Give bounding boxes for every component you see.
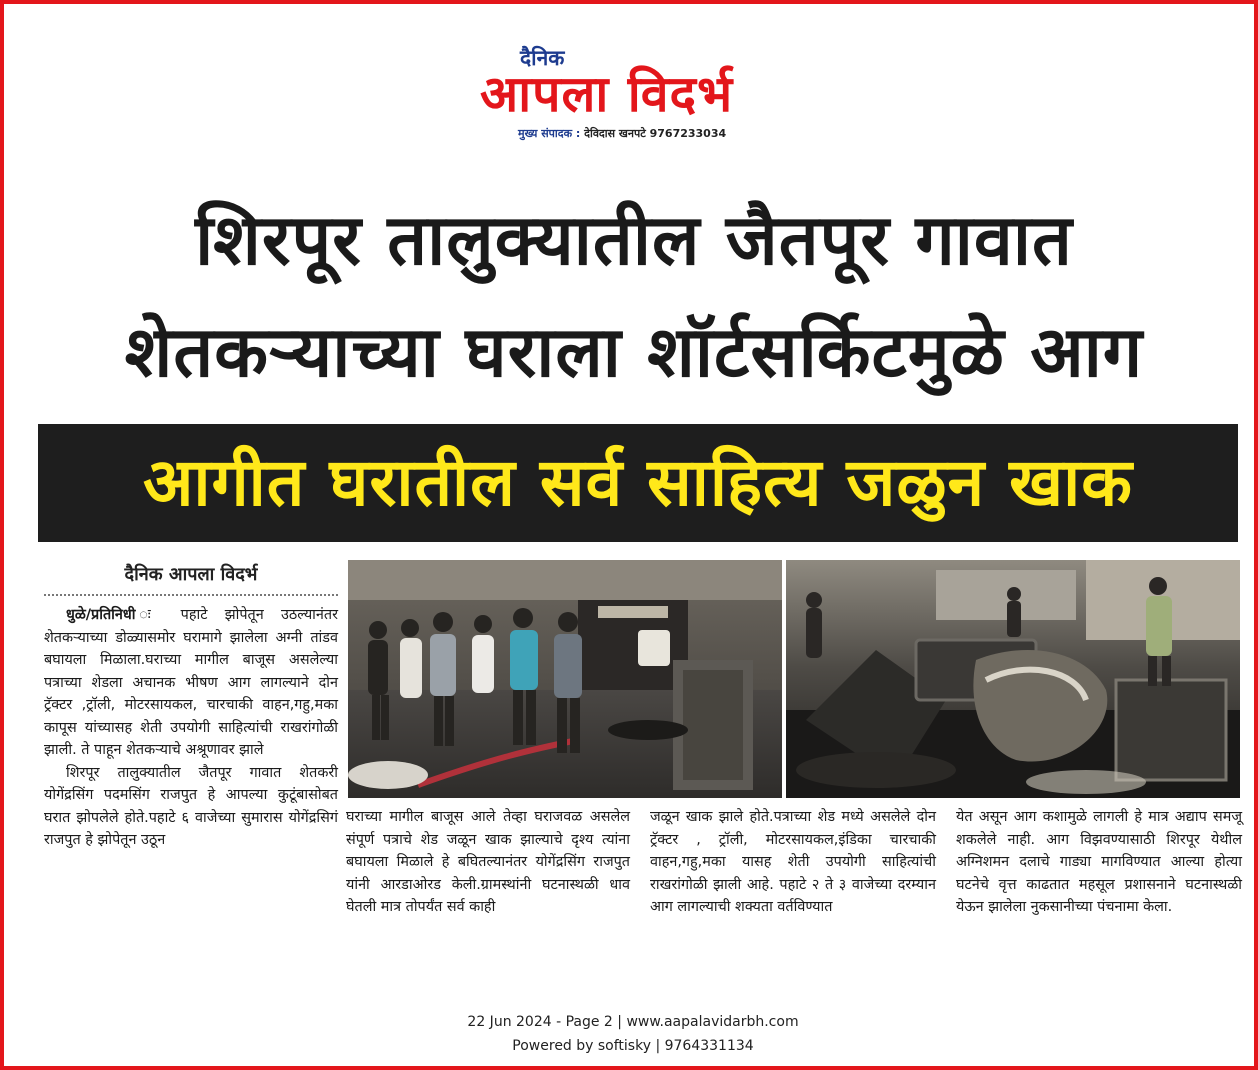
article-column-2: घराच्या मागील बाजूस आले तेव्हा घराजवळ असलेल संपूर्ण पत्राचे शेड जळून खाक झाल्याचे दृश्य त्यांना बघायला मिळाले हे बघितल्यानंतर योगेंद्रसिंग राजपुत यांनी आरडाओरड केली.ग्रामस्थांनी घटनास्थळी धाव घेतली मात्र तोपर्यंत सर्व काही [346,809,630,915]
article-column-1 [44,604,338,852]
editor-label: मुख्य संपादक : [518,127,581,140]
masthead-editor [518,126,726,141]
fire-scene-photo-people [348,560,782,798]
column-heading: दैनिक आपला विदर्भ [124,564,258,585]
masthead-title: आपला विदर्भ [480,65,734,123]
footer-date-page: 22 Jun 2024 - Page 2 | www.aapalavidarbh.com [467,1014,799,1030]
article-paragraph: शिरपूर तालुक्यातील जैतपूर गावात शेतकरी योगेंद्रसिंग पदमसिंग राजपुत हे आपल्या कुटूंबासोबत घरात झोपलेले होते.पहाटे ६ वाजेच्या सुमारास योगेंद्रसिगं राजपुत हे झोपेतून उठून [44,764,338,848]
article-column-4: येत असून आग कशामुळे लागली हे मात्र अद्याप समजू शकलेले नाही. आग विझवण्यासाठी शिरपूर येथील अग्निशमन दलाचे गाड्या मागविण्यात आल्या होत्या घटनेचे वृत्त काढतात महसूल प्रशासनाने घटनास्थळी येऊन झालेला नुकसानीच्या पंचनामा केला. [956,809,1242,915]
banner-text: आगीत घरातील सर्व साहित्य जळुन खाक [143,444,1133,521]
photo-illustration [348,560,782,798]
article-paragraph [44,604,338,762]
headline-line-2: शेतकऱ्याच्या घराला शॉर्टसर्किटमुळे आग [124,311,1144,393]
sub-headline-banner [38,424,1238,542]
footer-powered-by: Powered by softisky | 9764331134 [512,1038,754,1054]
masthead-logo [474,42,804,147]
editor-value: देविदास खनपटे 9767233034 [584,127,727,140]
fire-scene-photo-damage [786,560,1240,798]
article-column-3: जळून खाक झाले होते.पत्राच्या शेड मध्ये असलेले दोन ट्रॅक्टर , ट्रॉली, मोटरसायकल,इंडिका चारचाकी वाहन,गहु,मका यासह शेती उपयोगी साहित्यांची राखरांगोळी झाली आहे. पहाटे २ ते ३ वाजेच्या दरम्यान आग लागल्याची शक्यता वर्तविण्यात [650,809,936,915]
headline-line-1: शिरपूर तालुक्यातील जैतपूर गावात [195,199,1073,281]
photo-illustration [786,560,1240,798]
masthead-daily: दैनिक [520,46,565,70]
paragraph-text: ः पहाटे झोपेतून उठल्यानंतर शेतकऱ्याच्या डोळ्यासमोर घरामागे झालेला अग्नी तांडव बघायला मिळाला.घराच्या मागील बाजूस असलेल्या पत्राच्या शेडला अचानक भीषण आग लागल्याने दोन ट्रॅक्टर ,ट्रॉली, मोटरसायकल, चारचाकी वाहन,गहु,मका कापूस यांच्यासह शेती उपयोगी साहित्यांची राखरांगोळी झाली. ते पाहून शेतकऱ्याचे अश्रूणावर झाले [44,607,338,758]
dateline: धुळे/प्रतिनिधी [66,607,136,623]
column-divider [44,594,338,596]
